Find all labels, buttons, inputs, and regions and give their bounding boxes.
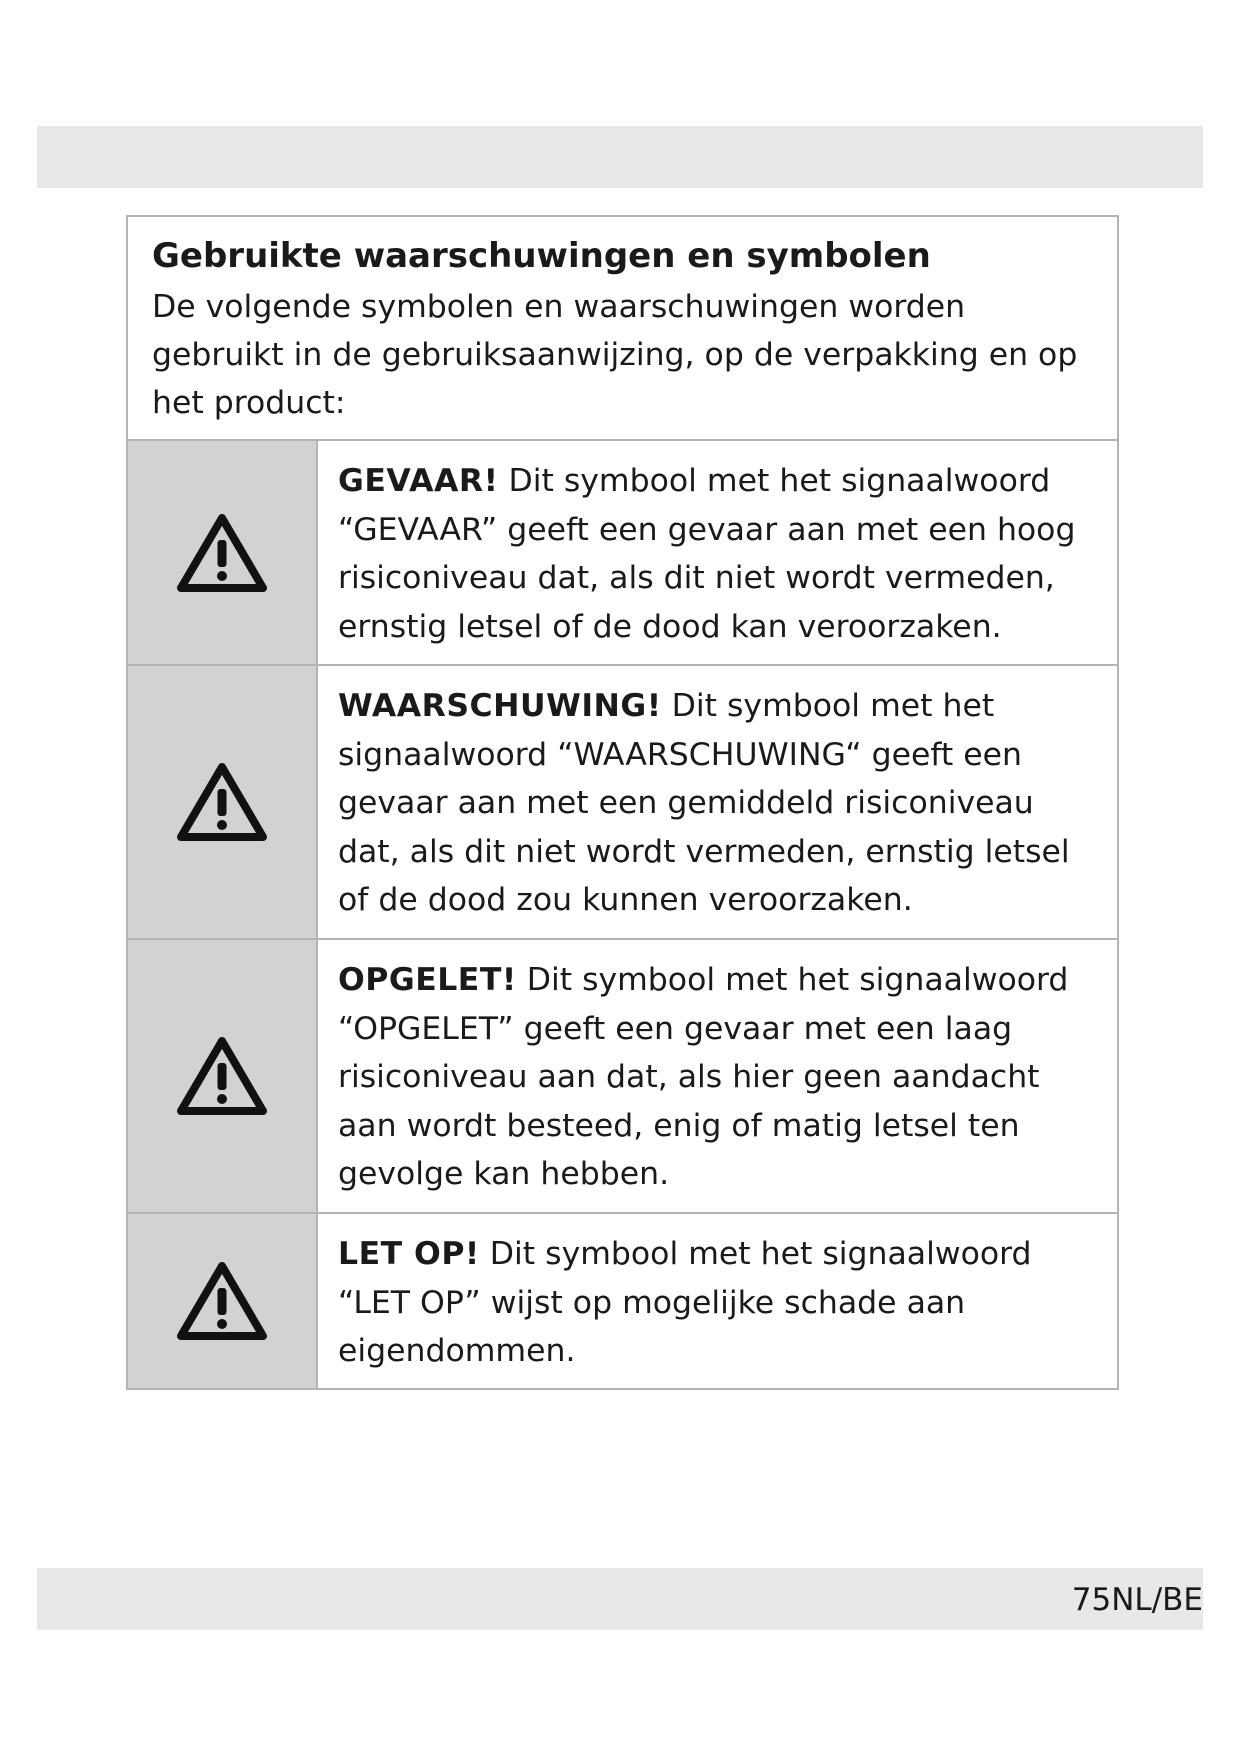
warning-triangle-icon xyxy=(176,1260,268,1342)
warning-text: Dit symbool met het signaalwoord “OPGELET” geeft een gevaar met een laag risiconiveau aan dat, als hier geen aandacht aan wordt besteed, enig of matig letsel ten gevolge kan hebben. xyxy=(338,962,1069,1192)
symbol-cell xyxy=(128,441,318,664)
symbol-cell xyxy=(128,1214,318,1388)
signal-word: WAARSCHUWING! xyxy=(338,688,662,724)
warning-description xyxy=(318,940,1117,1212)
section-title: Gebruikte waarschuwingen en symbolen xyxy=(152,236,931,276)
warning-text: Dit symbool met het signaalwoord “WAARSCHUWING“ geeft een gevaar aan met een gemiddeld risiconiveau dat, als dit niet wordt vermeden, ernstig letsel of de dood zou kunnen veroorzaken. xyxy=(338,688,1070,918)
symbol-cell xyxy=(128,940,318,1212)
footer-band xyxy=(37,1568,1203,1630)
signal-word: LET OP! xyxy=(338,1236,480,1272)
header-band xyxy=(37,126,1203,188)
warning-triangle-icon xyxy=(176,512,268,594)
section-intro-text: De volgende symbolen en waarschuwingen worden gebruikt in de gebruiksaanwijzing, op de verpakking en op het product: xyxy=(152,289,1078,421)
warning-text: Dit symbool met het signaalwoord “LET OP” wijst op mogelijke schade aan eigendommen. xyxy=(338,1236,1032,1369)
warning-row-let-op xyxy=(128,1212,1117,1388)
warnings-section xyxy=(126,215,1119,1390)
signal-word: OPGELET! xyxy=(338,962,517,998)
warning-row-opgelet xyxy=(128,938,1117,1212)
warnings-table xyxy=(128,441,1117,1388)
warning-description xyxy=(318,441,1117,664)
warning-description xyxy=(318,1214,1117,1388)
warning-text: Dit symbool met het signaalwoord “GEVAAR” geeft een gevaar aan met een hoog risiconiveau dat, als dit niet wordt vermeden, ernstig letsel of de dood kan veroorzaken. xyxy=(338,463,1076,645)
warning-triangle-icon xyxy=(176,761,268,843)
signal-word: GEVAAR! xyxy=(338,463,499,499)
section-intro xyxy=(128,217,1117,441)
warning-triangle-icon xyxy=(176,1035,268,1117)
warning-row-gevaar xyxy=(128,441,1117,664)
warning-row-waarschuwing xyxy=(128,664,1117,938)
symbol-cell xyxy=(128,666,318,938)
warning-description xyxy=(318,666,1117,938)
page-number: 75NL/BE xyxy=(1071,1582,1203,1618)
